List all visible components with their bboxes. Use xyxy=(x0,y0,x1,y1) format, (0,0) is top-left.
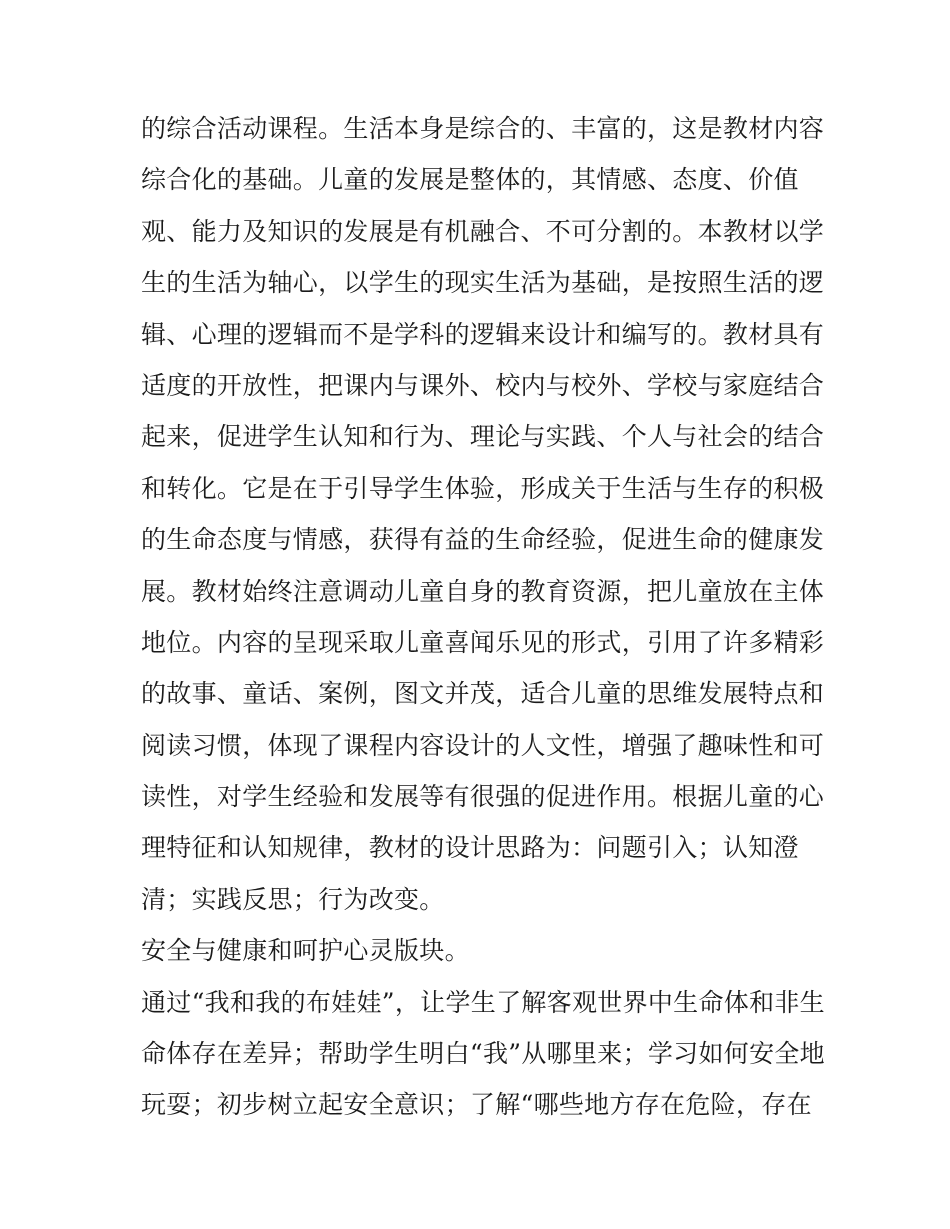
text-line: 观、能力及知识的发展是有机融合、不可分割的。本教材以学 xyxy=(141,216,825,246)
text-line: 综合化的基础。儿童的发展是整体的，其情感、态度、价值 xyxy=(141,165,799,195)
text-line: 适度的开放性，把课内与课外、校内与校外、学校与家庭结合 xyxy=(141,370,825,400)
text-line: 起来，促进学生认知和行为、理论与实践、个人与社会的结合 xyxy=(141,422,825,452)
text-line: 的生命态度与情感，获得有益的生命经验，促进生命的健康发 xyxy=(141,525,825,555)
section-heading: 安全与健康和呵护心灵版块。 xyxy=(141,936,470,966)
text-line: 命体存在差异；帮助学生明白“我”从哪里来；学习如何安全地 xyxy=(141,1039,825,1069)
text-line: 的综合活动课程。生活本身是综合的、丰富的，这是教材内容 xyxy=(141,114,825,143)
text-line: 展。教材始终注意调动儿童自身的教育资源，把儿童放在主体 xyxy=(141,576,825,606)
text-line: 生的生活为轴心，以学生的现实生活为基础，是按照生活的逻 xyxy=(141,268,825,298)
text-line: 辑、心理的逻辑而不是学科的逻辑来设计和编写的。教材具有 xyxy=(141,319,825,349)
text-line: 和转化。它是在于引导学生体验，形成关于生活与生存的积极 xyxy=(141,473,825,503)
text-line: 地位。内容的呈现采取儿童喜闻乐见的形式，引用了许多精彩 xyxy=(141,627,825,657)
text-line: 的故事、童话、案例，图文并茂，适合儿童的思维发展特点和 xyxy=(141,679,825,709)
text-line: 通过“我和我的布娃娃”，让学生了解客观世界中生命体和非生 xyxy=(141,987,825,1017)
text-line: 理特征和认知规律，教材的设计思路为：问题引入；认知澄 xyxy=(141,833,799,863)
body-text xyxy=(141,103,825,1131)
text-line: 读性，对学生经验和发展等有很强的促进作用。根据儿童的心 xyxy=(141,782,825,812)
text-line: 清；实践反思；行为改变。 xyxy=(141,884,445,914)
text-line: 玩耍；初步树立起安全意识；了解“哪些地方存在危险，存在 xyxy=(141,1090,812,1120)
text-line: 阅读习惯，体现了课程内容设计的人文性，增强了趣味性和可 xyxy=(141,730,825,760)
